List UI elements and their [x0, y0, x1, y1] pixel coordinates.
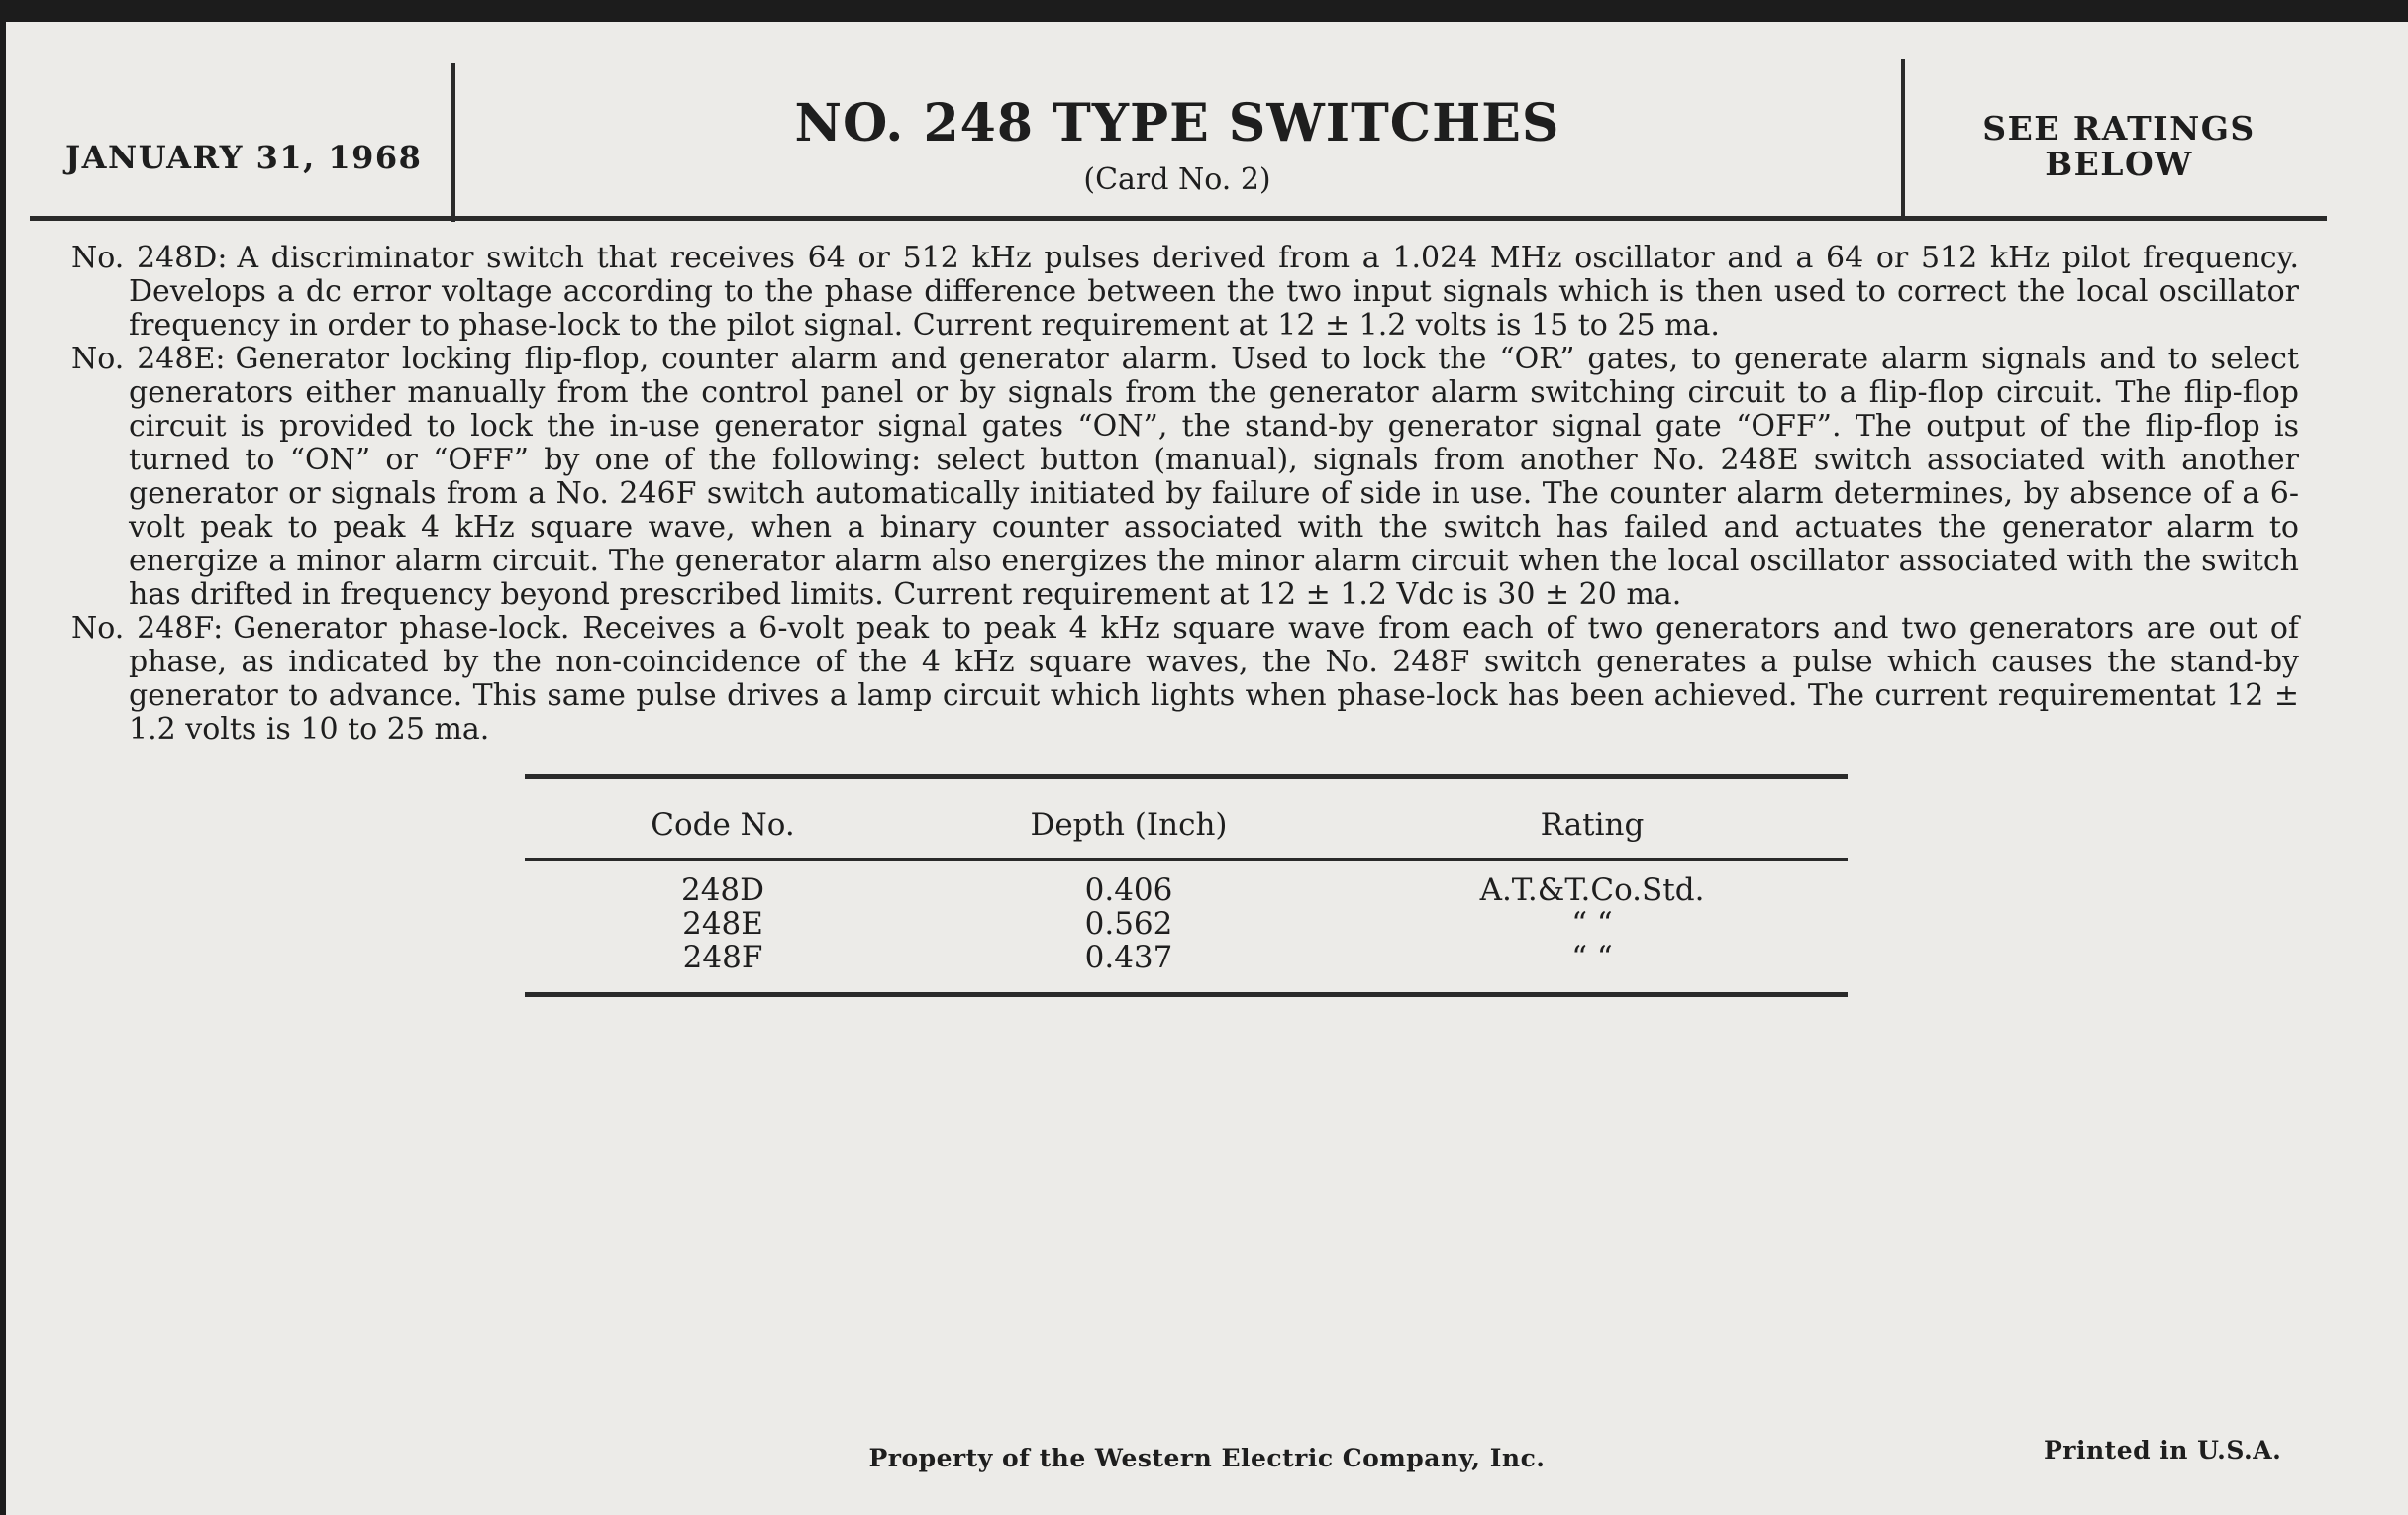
table-row — [525, 941, 1848, 974]
ratings-note-line1: SEE RATINGS — [1982, 109, 2256, 148]
column-header-rating: Rating — [1540, 807, 1645, 843]
paragraph-248d — [71, 242, 2299, 343]
paragraph-text: Generator locking flip-flop, counter alarm and generator alarm. Used to lock the “OR” gates, to generate alarm signals and to select generators either manually from the control panel or by signals from the generator alarm switching circuit to a flip-flop circuit. The flip-flop circuit is provided to lock the in-use generator signal gates “ON”, the stand-by generator signal gate “OFF”. The output of the flip-flop is turned to “ON” or “OFF” by one of the following: select button (manual), signals from another No. 248E switch associated with another generator or signals from a No. 246F switch automatically initiated by failure of side in use. The counter alarm determines, by absence of a 6-volt peak to peak 4 kHz square wave, when a binary counter associated with the switch has failed and actuates the generator alarm to energize a minor alarm circuit. The generator alarm also energizes the minor alarm circuit when the local oscillator associated with the switch has drifted in frequency beyond prescribed limits. Current requirement at 12 ± 1.2 Vdc is 30 ± 20 ma. — [129, 342, 2300, 612]
table-rule-top — [525, 774, 1848, 779]
catalog-card — [6, 22, 2408, 1515]
description-body — [71, 242, 2299, 747]
table-row — [525, 907, 1848, 941]
paragraph-label: No. 248E: — [71, 342, 226, 376]
table-header — [525, 807, 1848, 843]
paragraph-label: No. 248D: — [71, 241, 228, 275]
header-rule — [30, 216, 2327, 221]
card-number: (Card No. 2) — [1083, 162, 1271, 197]
ratings-table — [525, 774, 1848, 997]
paragraph-248f — [71, 612, 2299, 747]
cell-code: 248D — [680, 872, 765, 908]
paragraph-text: A discriminator switch that receives 64 or 512 kHz pulses derived from a 1.024 MHz oscillator and a 64 or 512 kHz pilot frequency. Develops a dc error voltage according to the phase difference between the two input signals which is then used to correct the local oscillator frequency in order to phase-lock to the pilot signal. Current requirement at 12 ± 1.2 volts is 15 to 25 ma. — [129, 241, 2299, 343]
cell-depth: 0.562 — [1084, 906, 1173, 942]
cell-depth: 0.437 — [1084, 940, 1173, 975]
cell-rating: A.T.&T.Co.Std. — [1479, 872, 1705, 908]
table-rule-bottom — [525, 992, 1848, 997]
cell-rating: “ “ — [1571, 940, 1613, 975]
ratings-note-line2: BELOW — [2045, 145, 2193, 183]
ratings-note — [1905, 111, 2333, 182]
paragraph-248e — [71, 343, 2299, 612]
column-header-depth: Depth (Inch) — [1030, 807, 1228, 843]
property-notice: Property of the Western Electric Company, Inc. — [868, 1444, 1546, 1472]
cell-depth: 0.406 — [1084, 872, 1173, 908]
printed-in-notice: Printed in U.S.A. — [2044, 1436, 2282, 1464]
cell-code: 248E — [682, 906, 763, 942]
table-body — [525, 873, 1848, 974]
table-row — [525, 873, 1848, 907]
page-title: NO. 248 TYPE SWITCHES — [794, 93, 1560, 153]
cell-rating: “ “ — [1571, 906, 1613, 942]
table-rule-header — [525, 858, 1848, 861]
cell-code: 248F — [682, 940, 763, 975]
card-date: JANUARY 31, 1968 — [65, 139, 423, 176]
paragraph-label: No. 248F: — [71, 611, 224, 646]
paragraph-text: Generator phase-lock. Receives a 6-volt peak to peak 4 kHz square wave from each of two generators and two generators are out of phase, as indicated by the non-coincidence of the 4 kHz square waves, the No. 248F switch generates a pulse which causes the stand-by generator to advance. This same pulse drives a lamp circuit which lights when phase-lock has been achieved. The current requirementat 12 ± 1.2 volts is 10 to 25 ma. — [129, 611, 2299, 747]
column-header-code: Code No. — [651, 807, 795, 843]
